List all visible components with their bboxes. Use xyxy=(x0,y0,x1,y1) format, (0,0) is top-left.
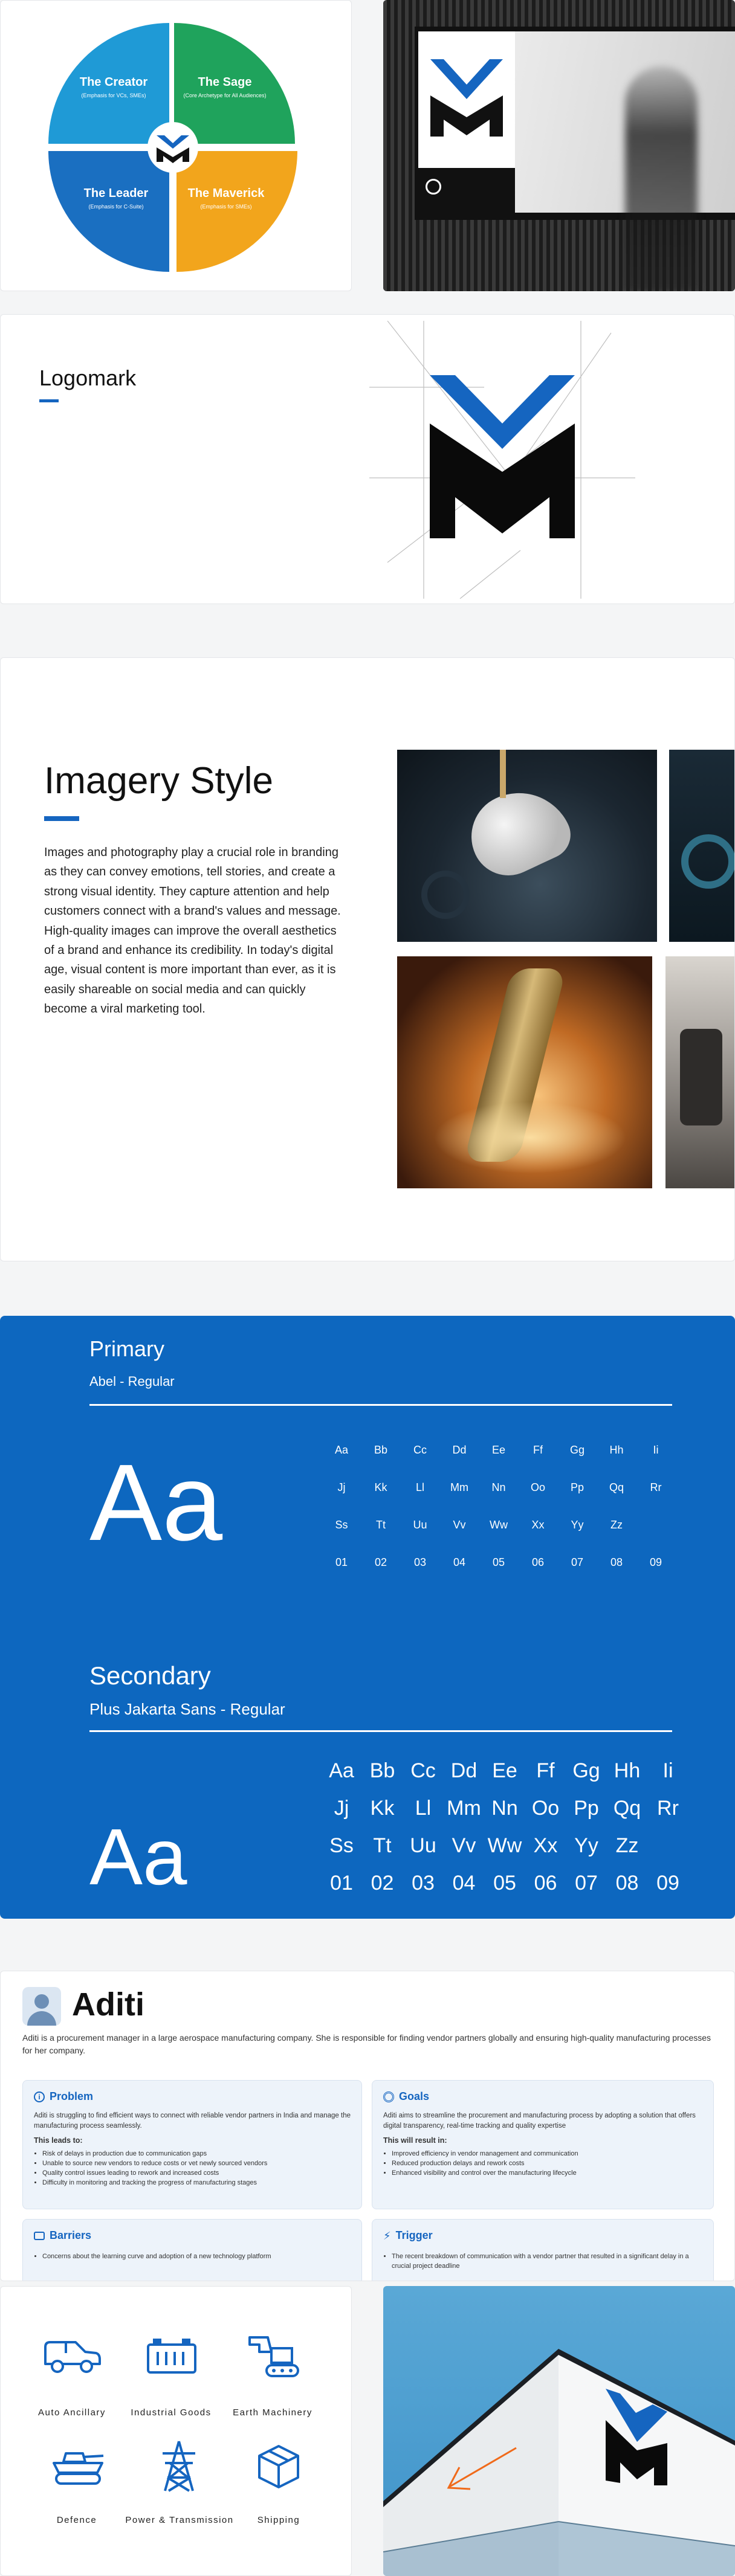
imagery-photo-robot xyxy=(665,956,735,1188)
typography-panel xyxy=(0,1316,735,1919)
problem-text: Aditi is struggling to find efficient ways to connect with reliable vendor partners in India and manage the manufacturing process seamlessly. xyxy=(34,2112,351,2130)
list-item: • Reduced production delays and rework costs xyxy=(392,2159,578,2169)
secondary-glyph: Ii xyxy=(662,1759,673,1782)
billboard-footer-circle xyxy=(426,179,441,195)
logomark-chevron xyxy=(430,375,575,449)
secondary-glyph: 07 xyxy=(575,1872,598,1895)
primary-glyph: Aa xyxy=(334,1444,349,1456)
secondary-glyph: Xx xyxy=(533,1834,558,1857)
secondary-glyph: 04 xyxy=(452,1872,476,1895)
lightning-icon: ⚡ xyxy=(383,2229,391,2242)
list-item: • Unable to source new vendors to reduce costs or vet newly sourced vendors xyxy=(42,2159,267,2169)
industry-label-industrial: Industrial Goods xyxy=(131,2407,212,2418)
primary-glyph: Jj xyxy=(337,1481,346,1493)
list-item: • Concerns about the learning curve and adoption of a new technology platform xyxy=(42,2252,271,2262)
primary-divider xyxy=(89,1404,672,1406)
robot-arm xyxy=(680,1029,722,1125)
secondary-glyph: Cc xyxy=(410,1759,436,1782)
secondary-glyph: Bb xyxy=(369,1759,395,1782)
primary-glyph: 01 xyxy=(335,1556,348,1568)
helmet-shape xyxy=(458,775,578,887)
trigger-list xyxy=(392,2252,705,2272)
logomark-construction xyxy=(363,321,641,599)
secondary-glyph: Qq xyxy=(613,1797,641,1820)
building-photo xyxy=(383,2286,735,2576)
quadrant-subtitle-leader: (Emphasis for C-Suite) xyxy=(88,204,144,210)
primary-heading: Primary xyxy=(89,1336,164,1361)
goals-list xyxy=(392,2149,578,2178)
primary-glyph: Ll xyxy=(415,1481,424,1493)
primary-glyph: Hh xyxy=(609,1444,624,1456)
primary-glyph: 06 xyxy=(531,1556,545,1568)
industry-label-shipping: Shipping xyxy=(257,2515,300,2525)
secondary-glyph: Gg xyxy=(572,1759,600,1782)
industry-label-earth: Earth Machinery xyxy=(233,2407,312,2418)
primary-glyph: Xx xyxy=(531,1519,545,1531)
secondary-glyph: Ee xyxy=(492,1759,517,1782)
walking-person xyxy=(625,66,698,291)
primary-glyph: Yy xyxy=(571,1519,584,1531)
quadrant-subtitle-sage: (Core Archetype for All Audiences) xyxy=(183,92,267,98)
secondary-glyph: 02 xyxy=(371,1872,394,1895)
barriers-title xyxy=(34,2229,91,2242)
goals-card xyxy=(372,2080,714,2209)
secondary-heading: Secondary xyxy=(89,1661,211,1690)
industry-label-auto: Auto Ancillary xyxy=(38,2407,106,2418)
primary-glyph: 09 xyxy=(649,1556,662,1568)
primary-glyph: Ww xyxy=(490,1519,508,1531)
logomark-title: Logomark xyxy=(39,365,137,390)
quadrant-subtitle-maverick: (Emphasis for SMEs) xyxy=(200,204,252,210)
goals-text: Aditi aims to streamline the procurement and manufacturing process by adopting a solution that offers digital transparency, real-time tracking and quality expertise xyxy=(383,2112,696,2130)
primary-glyph: Ss xyxy=(335,1519,348,1531)
quadrant-maverick xyxy=(176,151,297,272)
imagery-photo-drill xyxy=(397,956,652,1188)
target-icon xyxy=(383,2091,394,2102)
machine-circle xyxy=(421,871,470,919)
primary-glyph: Qq xyxy=(609,1481,624,1493)
quadrant-subtitle-creator: (Emphasis for VCs, SMEs) xyxy=(81,92,146,98)
secondary-glyph: 06 xyxy=(534,1872,557,1895)
wheel-shape xyxy=(681,834,735,889)
billboard-photo xyxy=(383,0,735,291)
barriers-title-text: Barriers xyxy=(50,2229,92,2241)
secondary-glyph: 08 xyxy=(615,1872,639,1895)
primary-glyph: Nn xyxy=(491,1481,506,1493)
primary-glyph: Ii xyxy=(653,1444,659,1456)
billboard-footer xyxy=(418,168,515,213)
excavator-icon xyxy=(244,2331,304,2380)
primary-glyph: Tt xyxy=(376,1519,386,1531)
primary-glyph: Zz xyxy=(610,1519,623,1531)
secondary-glyph: 03 xyxy=(412,1872,435,1895)
secondary-glyph: 05 xyxy=(493,1872,516,1895)
primary-glyph: Oo xyxy=(530,1481,545,1493)
tower-icon xyxy=(158,2439,200,2493)
building-shape xyxy=(383,2286,735,2576)
box-icon xyxy=(254,2442,303,2491)
secondary-glyph: 01 xyxy=(330,1872,353,1895)
persona-name: Aditi xyxy=(72,1986,144,2023)
quadrant-title-creator: The Creator xyxy=(79,76,148,89)
imagery-accent-bar xyxy=(44,816,79,821)
imagery-title: Imagery Style xyxy=(44,760,274,802)
industry-label-defence: Defence xyxy=(56,2515,97,2525)
quadrant-title-maverick: The Maverick xyxy=(187,187,265,200)
secondary-glyph: Zz xyxy=(615,1834,639,1857)
trigger-title xyxy=(383,2229,433,2243)
list-item: • Enhanced visibility and control over the manufacturing lifecycle xyxy=(392,2169,578,2178)
problem-title-text: Problem xyxy=(50,2090,94,2102)
secondary-glyph: Aa xyxy=(329,1759,354,1782)
secondary-glyph: Pp xyxy=(574,1797,599,1820)
secondary-glyph: Tt xyxy=(373,1834,392,1857)
secondary-font-name: Plus Jakarta Sans - Regular xyxy=(89,1700,285,1718)
primary-glyph: Ff xyxy=(533,1444,543,1456)
problem-card xyxy=(22,2080,362,2209)
problem-list-title: This leads to: xyxy=(34,2136,83,2145)
tank-icon xyxy=(48,2445,108,2487)
archetype-wheel xyxy=(46,21,300,274)
info-icon: i xyxy=(34,2091,45,2102)
primary-glyph: Rr xyxy=(650,1481,662,1493)
goals-list-title: This will result in: xyxy=(383,2136,447,2145)
secondary-glyph: Ll xyxy=(415,1797,432,1820)
primary-font-name: Abel - Regular xyxy=(89,1374,175,1389)
primary-glyph: 04 xyxy=(453,1556,466,1568)
quadrant-leader xyxy=(48,151,169,272)
goals-title-text: Goals xyxy=(399,2090,430,2102)
secondary-glyph: Kk xyxy=(370,1797,395,1820)
secondary-glyph: Nn xyxy=(491,1797,518,1820)
primary-glyph: Kk xyxy=(374,1481,387,1493)
industry-label-power: Power & Transmission xyxy=(125,2515,234,2525)
helmet-strap xyxy=(500,750,506,798)
problem-title xyxy=(34,2090,93,2103)
avatar-head xyxy=(34,1994,49,2009)
car-icon xyxy=(42,2335,102,2377)
primary-glyph: Bb xyxy=(374,1444,388,1456)
imagery-card xyxy=(0,657,735,1261)
billboard-logo-panel xyxy=(418,31,515,168)
archetype-card xyxy=(0,0,352,291)
persona-intro: Aditi is a procurement manager in a large aerospace manufacturing company. She is responsible for finding vendor partners globally and ensuring high-quality manufacturing processes for her company. xyxy=(22,2033,711,2055)
primary-glyph: Cc xyxy=(413,1444,427,1456)
persona-card xyxy=(0,1971,735,2281)
secondary-glyph: Vv xyxy=(452,1834,476,1857)
primary-glyph: Ee xyxy=(491,1444,506,1456)
secondary-glyph: Rr xyxy=(657,1797,679,1820)
secondary-glyph: Oo xyxy=(531,1797,560,1820)
list-item: • Quality control issues leading to rework and increased costs xyxy=(42,2169,267,2178)
secondary-glyph: 09 xyxy=(656,1872,679,1895)
problem-list xyxy=(42,2149,267,2188)
secondary-glyph: Yy xyxy=(574,1834,598,1857)
primary-glyph: Uu xyxy=(413,1519,427,1531)
primary-glyph: 07 xyxy=(571,1556,584,1568)
primary-glyph: 05 xyxy=(492,1556,505,1568)
drill-sparks xyxy=(433,1101,627,1174)
barriers-card xyxy=(22,2219,362,2281)
billboard-logo xyxy=(430,53,503,138)
chat-icon xyxy=(34,2232,45,2240)
primary-glyph: Pp xyxy=(570,1481,584,1493)
secondary-glyph: Ww xyxy=(487,1834,522,1857)
avatar xyxy=(22,1987,61,2026)
list-item: • The recent breakdown of communication with a vendor partner that resulted in a significant delay in a crucial project deadline xyxy=(392,2252,705,2272)
quadrant-title-sage: The Sage xyxy=(198,76,252,89)
primary-glyph: 02 xyxy=(374,1556,387,1568)
secondary-glyph: Ss xyxy=(329,1834,354,1857)
secondary-glyph: Jj xyxy=(334,1797,349,1820)
imagery-photo-wheel xyxy=(669,750,735,942)
primary-glyph: Mm xyxy=(450,1481,468,1493)
secondary-divider xyxy=(89,1730,672,1732)
battery-icon xyxy=(144,2335,199,2377)
primary-glyph: 08 xyxy=(610,1556,623,1568)
primary-glyph: 03 xyxy=(413,1556,427,1568)
list-item: • Difficulty in monitoring and tracking the progress of manufacturing stages xyxy=(42,2178,267,2188)
secondary-glyph: Hh xyxy=(614,1759,641,1782)
secondary-glyph: Mm xyxy=(447,1797,481,1820)
logomark-card xyxy=(0,314,735,604)
secondary-sample: Aa xyxy=(89,1812,187,1901)
trigger-title-text: Trigger xyxy=(395,2229,433,2241)
barriers-list xyxy=(42,2252,271,2262)
list-item: • Improved efficiency in vendor management and communication xyxy=(392,2149,578,2159)
imagery-photo-helmet xyxy=(397,750,657,942)
primary-glyph: Dd xyxy=(452,1444,467,1456)
imagery-body: Images and photography play a crucial role in branding as they can convey emotions, tell stories, and create a strong visual identity. They capture attention and help customers connect with a brand's values and message. High-quality images can improve the overall aesthetics of a brand and enhance its credibility. In today's digital age, visual content is more important than ever, as it is easily shareable on social media and can quickly become a viral marketing tool. xyxy=(44,846,341,1016)
primary-glyph: Vv xyxy=(453,1519,466,1531)
trigger-card xyxy=(372,2219,714,2281)
goals-title xyxy=(383,2090,429,2103)
industries-card xyxy=(0,2286,352,2576)
logomark-accent-bar xyxy=(39,399,59,402)
primary-glyph: Gg xyxy=(569,1444,584,1456)
avatar-body xyxy=(27,2011,56,2026)
list-item: • Risk of delays in production due to communication gaps xyxy=(42,2149,267,2159)
secondary-glyph: Uu xyxy=(410,1834,436,1857)
quadrant-title-leader: The Leader xyxy=(83,187,149,200)
secondary-glyph: Dd xyxy=(450,1759,478,1782)
primary-sample: Aa xyxy=(89,1442,223,1563)
secondary-glyph: Ff xyxy=(536,1759,555,1782)
